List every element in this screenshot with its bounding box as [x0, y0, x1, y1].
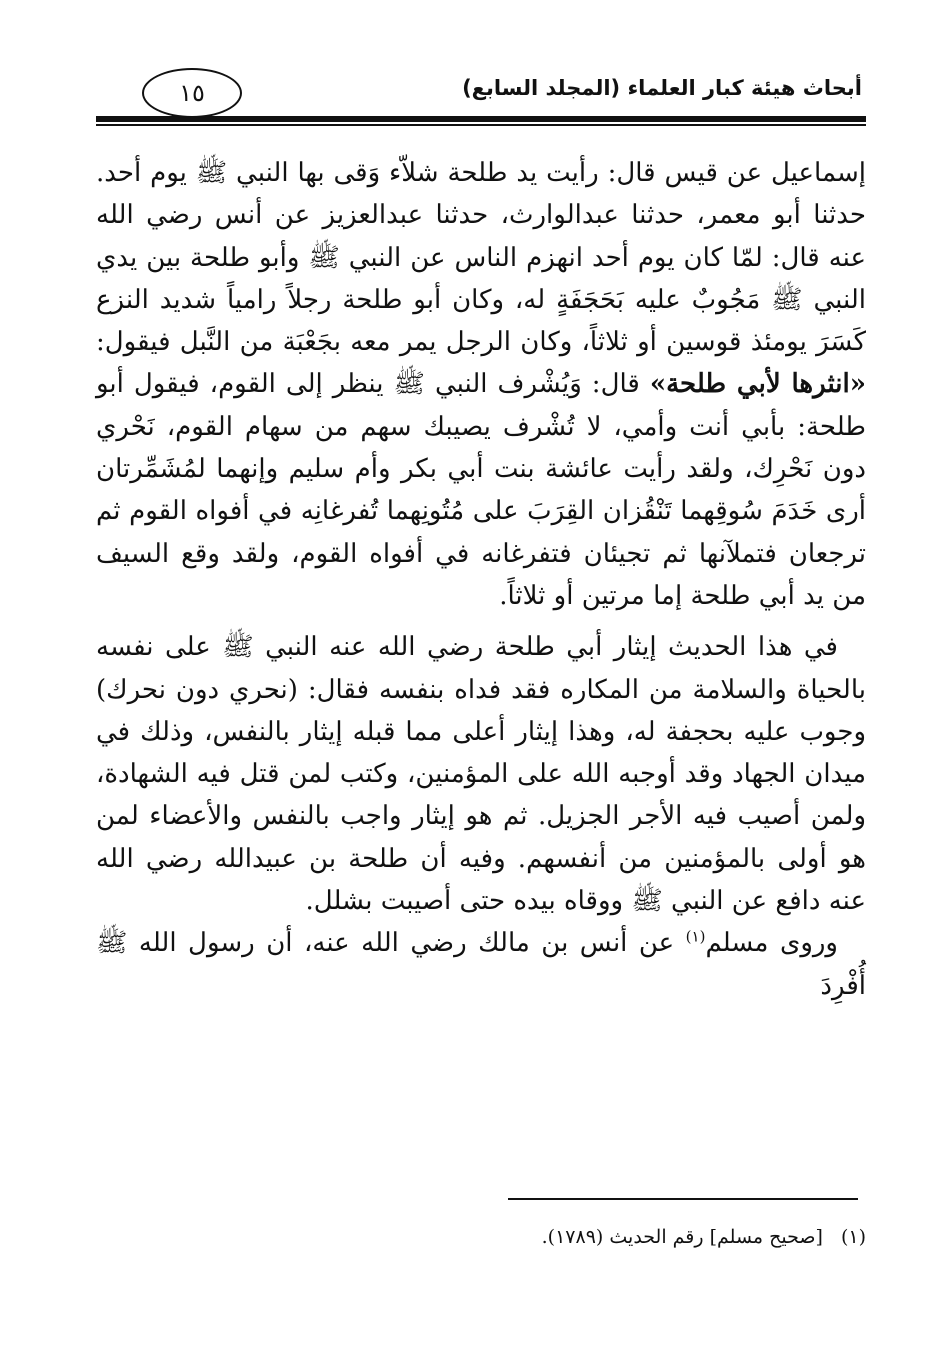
paragraph-hadith — [96, 152, 866, 617]
footnote-separator — [508, 1198, 858, 1200]
footnote — [542, 1226, 866, 1248]
page-number: ١٥ — [142, 68, 242, 118]
narration-start: وروى مسلم — [705, 928, 838, 959]
footnote-number: (١) — [840, 1226, 866, 1248]
hadith-text-end: قال: وَيُشْرف النبي ﷺ ينظر إلى القوم، فيقول أبو طلحة: بأبي أنت وأمي، لا تُشْرف يصيبك سهم من سهام القوم، نَحْري دون نَحْرِك، ولقد رأيت عائشة بنت أبي بكر وأم سليم وإنهما لمُشَمِّرتان أرى خَدَمَ سُوقِهما تَنْقُزان القِرَبَ على مُتُونِهما تُفرغانِه في أفواه القوم ثم ترجعان فتملآنها ثم تجيئان فتفرغانه في أفواه القوم، ولقد وقع السيف من يد أبي طلحة إما مرتين أو ثلاثاً. — [96, 369, 866, 611]
header-rule-thick — [96, 116, 866, 122]
paragraph-commentary: في هذا الحديث إيثار أبي طلحة رضي الله عنه النبي ﷺ على نفسه بالحياة والسلامة من المكاره فقد فداه بنفسه فقال: (نحري دون نحرك) وجوب عليه بحجفة له، وهذا إيثار أعلى مما قبله إيثار بالنفس، وذلك في ميدان الجهاد وقد أوجبه الله على المؤمنين، وكتب لمن قتل فيه الشهادة، ولمن أصيب فيه الأجر الجزيل. ثم هو إيثار واجب بالنفس والأعضاء لمن هو أولى بالمؤمنين من أنفسهم. وفيه أن طلحة بن عبيدالله رضي الله عنه دافع عن النبي ﷺ ووقاه بيده حتى أصيبت بشلل. — [96, 632, 867, 917]
header-rule-thin — [96, 124, 866, 126]
hadith-quote-bold: «انثرها لأبي طلحة» — [649, 369, 867, 400]
paragraph-narration — [96, 922, 866, 1007]
running-title: أبحاث هيئة كبار العلماء (المجلد السابع) — [462, 76, 862, 100]
footnote-reference[interactable]: (١) — [685, 927, 706, 946]
footnote-text: [صحيح مسلم] رقم الحديث (١٧٨٩). — [541, 1226, 823, 1248]
narration-end: عن أنس بن مالك رضي الله عنه، أن رسول الله ﷺ أُفْرِدَ — [96, 928, 866, 1001]
page-header — [96, 62, 866, 124]
hadith-text-start: إسماعيل عن قيس قال: رأيت يد طلحة شلاّء وَقى بها النبي ﷺ يوم أحد. حدثنا أبو معمر، حدثنا عبدالوارث، حدثنا عبدالعزيز عن أنس رضي الله عنه قال: لمّا كان يوم أحد انهزم الناس عن النبي ﷺ وأبو طلحة بين يدي النبي ﷺ مَجُوبٌ عليه بَحَجَفَةٍ له، وكان أبو طلحة رجلاً رامياً شديد النزع كَسَرَ يومئذ قوسين أو ثلاثاً، وكان الرجل يمر معه بجَعْبَة من النَّبل فيقول: — [96, 158, 866, 358]
main-text — [96, 152, 866, 1007]
